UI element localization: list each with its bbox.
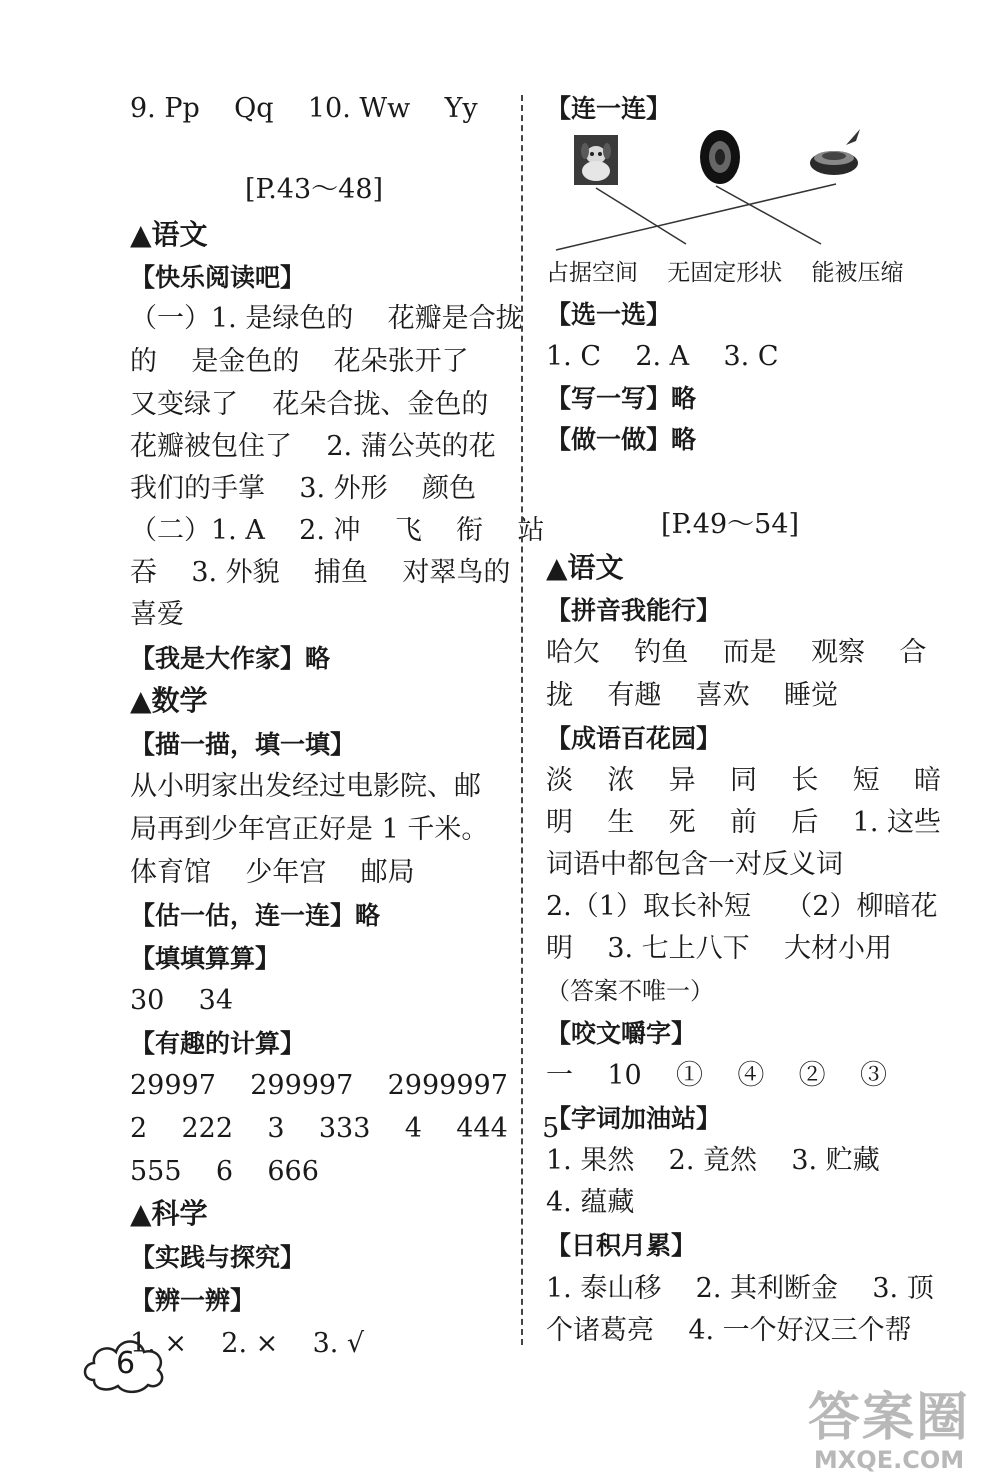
answer-line: 29997 299997 2999997 — [130, 1070, 508, 1101]
subject-heading-science: ▲科学 — [130, 1197, 208, 1230]
answer-line: 明 生 死 前 后 1. 这些 — [546, 807, 941, 838]
answer-line: 吞 3. 外貌 捕鱼 对翠鸟的 — [130, 557, 511, 588]
column-divider — [521, 95, 523, 1345]
answer-line: 从小明家出发经过电影院、邮 — [130, 771, 481, 802]
section-heading: 【做一做】略 — [546, 425, 697, 454]
section-heading: 【成语百花园】 — [546, 724, 722, 753]
subject-heading-chinese: ▲语文 — [130, 218, 208, 251]
section-heading: 【字词加油站】 — [546, 1104, 722, 1133]
section-heading: 【填填算算】 — [130, 944, 281, 973]
page-range-heading: [P.43～48] — [245, 174, 384, 205]
answer-line: 2 222 3 333 4 444 5 — [130, 1113, 560, 1144]
section-heading: 【写一写】略 — [546, 384, 697, 413]
answer-line: 1. × 2. × 3. √ — [130, 1328, 365, 1359]
answer-line: 词语中都包含一对反义词 — [546, 849, 843, 880]
answer-note: （答案不唯一） — [546, 977, 714, 1005]
answer-line: 淡 浓 异 同 长 短 暗 — [546, 765, 941, 796]
section-heading: 【我是大作家】略 — [130, 644, 331, 673]
answer-line: 一 10 ① ④ ② ③ — [546, 1060, 888, 1091]
subject-heading-math: ▲数学 — [130, 684, 208, 717]
answer-line: 体育馆 少年宫 邮局 — [130, 857, 415, 888]
matching-labels: 占据空间 无固定形状 能被压缩 — [546, 260, 904, 286]
answer-line: 2.（1）取长补短 （2）柳暗花 — [546, 891, 938, 922]
answer-line: 拢 有趣 喜欢 睡觉 — [546, 680, 838, 711]
gas-stove-icon — [806, 125, 864, 179]
answer-line: 1. 果然 2. 竟然 3. 贮藏 — [546, 1145, 880, 1176]
answer-line: 我们的手掌 3. 外形 颜色 — [130, 473, 477, 504]
answer-line: 30 34 — [130, 985, 234, 1016]
answer-line: 明 3. 七上八下 大材小用 — [546, 933, 893, 964]
matching-lines — [546, 178, 846, 258]
watermark — [808, 1390, 970, 1474]
answer-line: 又变绿了 花朵合拢、金色的 — [130, 389, 489, 420]
answer-line: 1. C 2. A 3. C — [546, 341, 779, 372]
section-heading: 【辨一辨】 — [130, 1286, 256, 1315]
section-heading: 【描一描，填一填】 — [130, 730, 356, 759]
answer-line: 4. 蕴藏 — [546, 1187, 635, 1218]
section-heading: 【快乐阅读吧】 — [130, 263, 306, 292]
section-heading: 【选一选】 — [546, 300, 672, 329]
subject-heading-chinese: ▲语文 — [546, 551, 624, 584]
section-heading: 【咬文嚼字】 — [546, 1019, 697, 1048]
answer-line: 哈欠 钓鱼 而是 观察 合 — [546, 637, 927, 668]
page-range-heading: [P.49～54] — [661, 509, 800, 540]
answer-line: 9. Pp Qq 10. Ww Yy — [130, 93, 478, 124]
answer-line: （二）1. A 2. 冲 飞 衔 站 — [130, 515, 545, 546]
section-heading: 【实践与探究】 — [130, 1243, 306, 1272]
page-number: 6 — [116, 1346, 136, 1381]
answer-line: 555 6 666 — [130, 1156, 319, 1187]
section-heading: 【连一连】 — [546, 94, 672, 123]
answer-line: 的 是金色的 花朵张开了 — [130, 346, 469, 377]
section-heading: 【估一估，连一连】略 — [130, 901, 381, 930]
answer-line: 1. 泰山移 2. 其利断金 3. 顶 — [546, 1273, 934, 1304]
answer-line: 个诸葛亮 4. 一个好汉三个帮 — [546, 1315, 912, 1346]
answer-line: 喜爱 — [130, 599, 184, 630]
section-heading: 【日积月累】 — [546, 1231, 697, 1260]
watermark-main: 答案圈 — [808, 1388, 971, 1448]
page-number-badge — [80, 1330, 168, 1396]
section-heading: 【拼音我能行】 — [546, 596, 722, 625]
answer-line: 花瓣被包住了 2. 蒲公英的花 — [130, 431, 496, 462]
answer-line: （一）1. 是绿色的 花瓣是合拢 — [130, 303, 523, 334]
section-heading: 【有趣的计算】 — [130, 1029, 306, 1058]
answer-line: 局再到少年宫正好是 1 千米。 — [130, 814, 489, 845]
watermark-url: MXQE.COM — [813, 1446, 965, 1474]
